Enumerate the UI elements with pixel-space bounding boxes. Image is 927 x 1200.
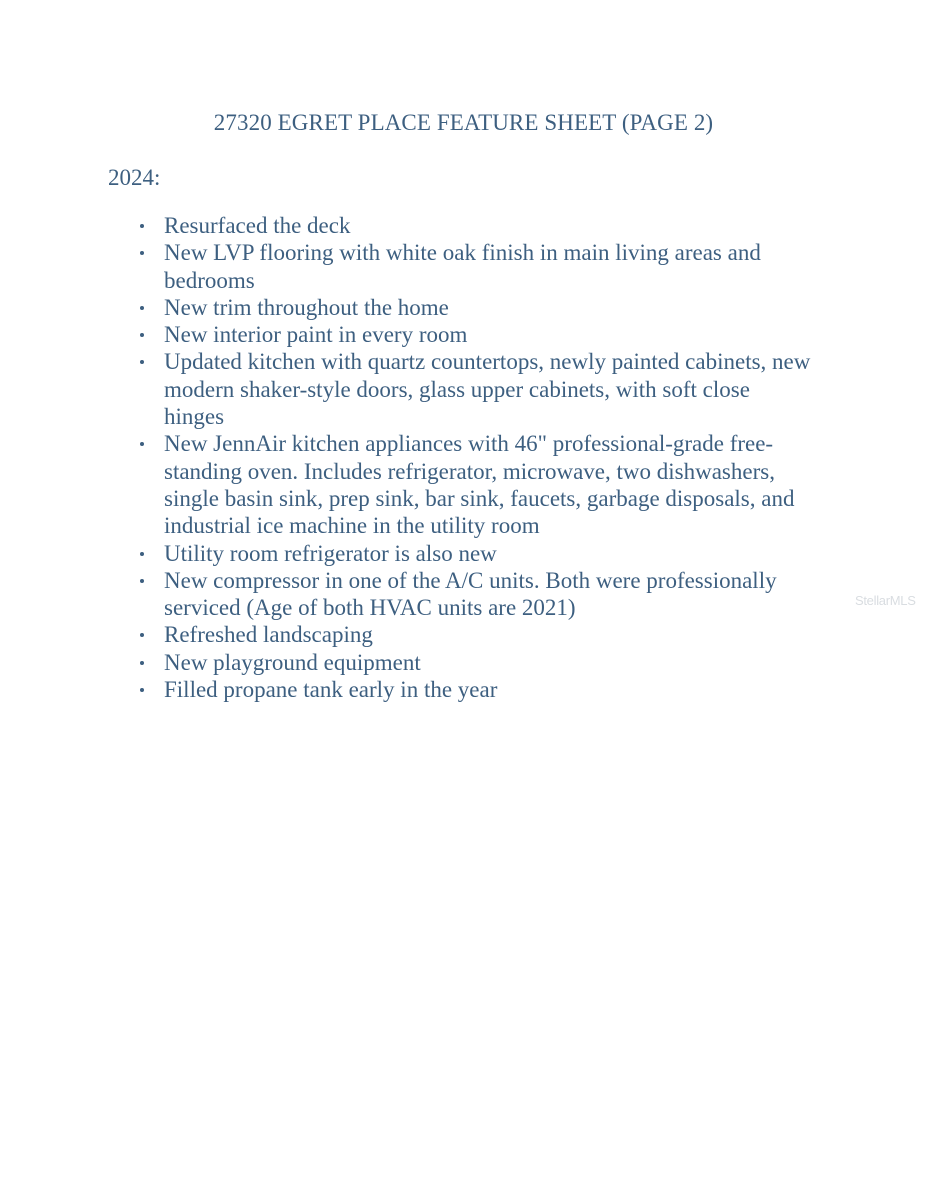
list-item: New compressor in one of the A/C units. Both were professionally serviced (Age of both HVAC units are 2021) [164, 567, 814, 622]
list-item: New trim throughout the home [164, 294, 814, 321]
section-year-heading: 2024: [108, 165, 161, 190]
watermark-logo: StellarMLS [855, 593, 916, 608]
list-item: New JennAir kitchen appliances with 46" professional-grade free-standing oven. Includes refrigerator, microwave, two dishwashers, single basin sink, prep sink, bar sink, faucets, garbage disposals, and industrial ice machine in the utility room [164, 430, 814, 539]
page-title: 27320 EGRET PLACE FEATURE SHEET (PAGE 2) [213, 110, 714, 135]
list-item: Utility room refrigerator is also new [164, 540, 814, 567]
list-item: Updated kitchen with quartz countertops, newly painted cabinets, new modern shaker-style doors, glass upper cabinets, with soft close hinges [164, 348, 814, 430]
list-item: Resurfaced the deck [164, 212, 814, 239]
feature-list [164, 212, 814, 703]
list-item: Refreshed landscaping [164, 621, 814, 648]
list-item: Filled propane tank early in the year [164, 676, 814, 703]
list-item: New interior paint in every room [164, 321, 814, 348]
list-item: New playground equipment [164, 649, 814, 676]
list-item: New LVP flooring with white oak finish in main living areas and bedrooms [164, 239, 814, 294]
